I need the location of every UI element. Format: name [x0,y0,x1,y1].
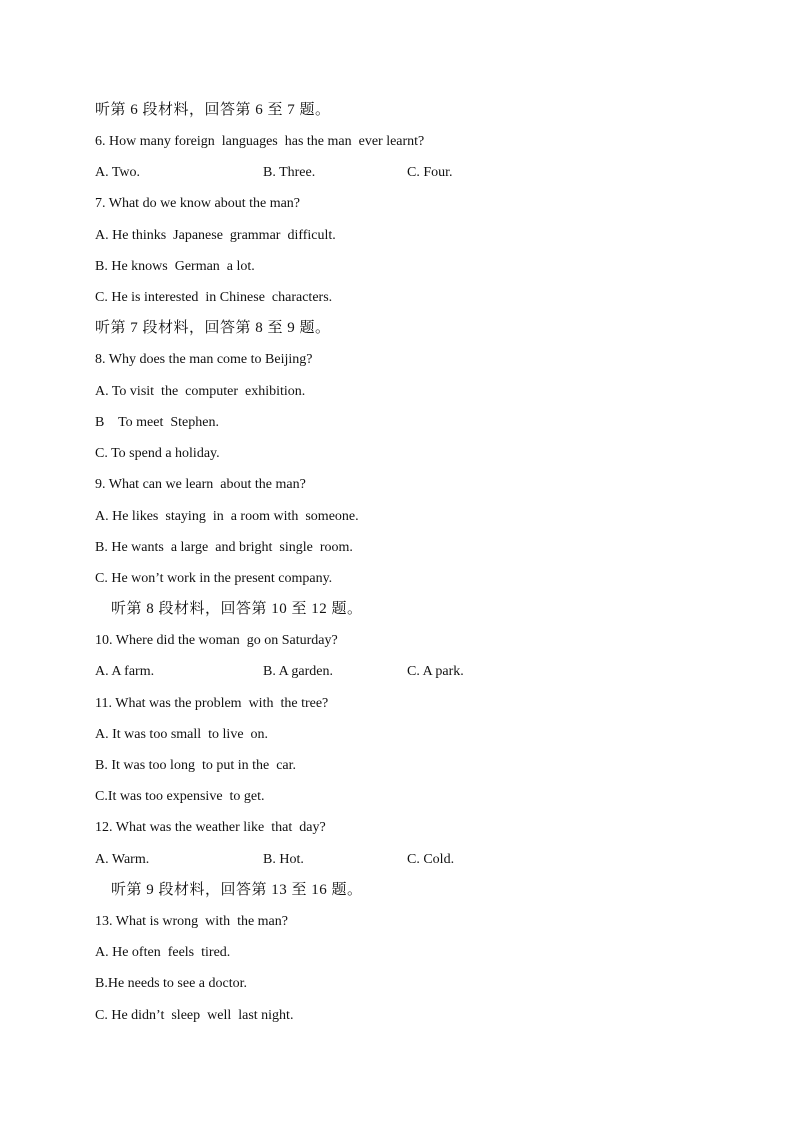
option-c: C. He didn’t sleep well last night. [95,1008,294,1023]
option-a: A. Warm. [95,852,150,867]
option-b: B To meet Stephen. [95,415,219,430]
question-6: 6. How many foreign languages has the man ever learnt? [95,134,425,149]
option-b: B. Hot. [263,852,304,867]
section-heading: 听第 9 段材料，回答第 13 至 16 题。 [111,882,363,898]
option-b: B. Three. [263,165,316,180]
option-c: C. Cold. [407,852,455,867]
q12-options [95,851,695,869]
option-a: A. He thinks Japanese grammar difficult. [95,228,336,243]
question-8: 8. Why does the man come to Beijing? [95,352,313,367]
question-13: 13. What is wrong with the man? [95,914,288,929]
option-a: A. He often feels tired. [95,945,231,960]
question-11: 11. What was the problem with the tree? [95,696,329,711]
option-b: B. It was too long to put in the car. [95,758,297,773]
option-c: C. He won’t work in the present company. [95,571,333,586]
option-c: C.It was too expensive to get. [95,789,265,804]
option-a: A. It was too small to live on. [95,727,269,742]
option-c: C. A park. [407,664,464,679]
option-b: B. A garden. [263,664,333,679]
option-c: C. Four. [407,165,453,180]
option-a: A. Two. [95,165,141,180]
option-c: C. He is interested in Chinese characters. [95,290,333,305]
option-a: A. A farm. [95,664,155,679]
option-c: C. To spend a holiday. [95,446,220,461]
question-9: 9. What can we learn about the man? [95,477,306,492]
section-heading: 听第 8 段材料，回答第 10 至 12 题。 [111,601,363,617]
q6-options [95,164,695,182]
question-12: 12. What was the weather like that day? [95,820,326,835]
option-a: A. He likes staying in a room with someone. [95,509,359,524]
section-heading: 听第 7 段材料，回答第 8 至 9 题。 [95,320,331,336]
option-b: B. He knows German a lot. [95,259,255,274]
section-heading: 听第 6 段材料，回答第 6 至 7 题。 [95,102,331,118]
option-b: B.He needs to see a doctor. [95,976,248,991]
question-10: 10. Where did the woman go on Saturday? [95,633,338,648]
option-b: B. He wants a large and bright single room. [95,540,353,555]
question-7: 7. What do we know about the man? [95,196,301,211]
option-a: A. To visit the computer exhibition. [95,384,306,399]
q10-options [95,663,695,681]
